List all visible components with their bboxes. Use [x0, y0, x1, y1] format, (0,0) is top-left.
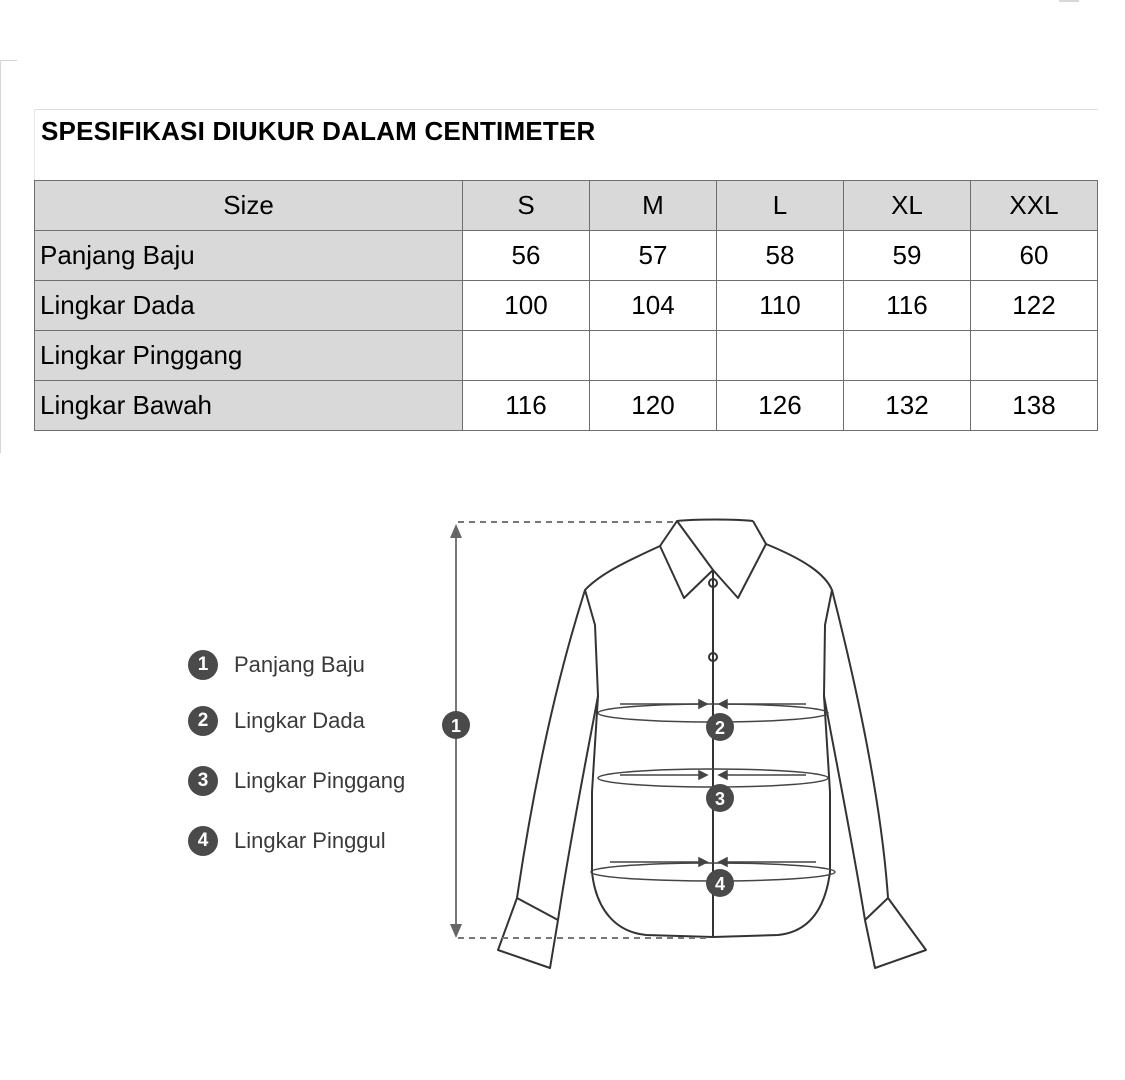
table-cell [971, 331, 1098, 381]
table-cell: 60 [971, 231, 1098, 281]
table-cell: 138 [971, 381, 1098, 431]
legend-label: Lingkar Dada [234, 708, 365, 733]
table-cell: 110 [717, 281, 844, 331]
marker-2 [706, 713, 734, 741]
marker-4 [706, 869, 734, 897]
header-cell: Size [35, 181, 463, 231]
arrowhead [719, 700, 727, 708]
collar-right [713, 521, 766, 598]
table-row [35, 281, 1098, 331]
length-arrowhead-bottom [450, 924, 462, 938]
page-title: SPESIFIKASI DIUKUR DALAM CENTIMETER [41, 116, 596, 146]
arrowhead [699, 700, 707, 708]
table-cell: 120 [590, 381, 717, 431]
body-left [585, 546, 713, 937]
table-header-row [35, 181, 1098, 231]
arrowhead [719, 771, 727, 779]
row-label: Lingkar Pinggang [35, 331, 463, 381]
marker-1 [442, 711, 470, 739]
table-cell: 59 [844, 231, 971, 281]
cuff-right [865, 898, 888, 920]
row-label: Lingkar Dada [35, 281, 463, 331]
table-cell [844, 331, 971, 381]
sleeve-left [498, 590, 598, 968]
header-cell: M [590, 181, 717, 231]
legend-number-badge: 2 [188, 706, 218, 736]
arrowhead [699, 771, 707, 779]
table-cell: 126 [717, 381, 844, 431]
cuff-left [517, 898, 558, 920]
marker-number: 4 [714, 874, 726, 894]
title-box [34, 109, 1098, 180]
marker-3 [706, 784, 734, 812]
table-cell: 57 [590, 231, 717, 281]
collar-band [677, 520, 753, 522]
table-cell [463, 331, 590, 381]
legend-label: Panjang Baju [234, 652, 365, 677]
table-cell: 56 [463, 231, 590, 281]
marker-number: 2 [714, 718, 726, 738]
header-cell: XXL [971, 181, 1098, 231]
corner-mark [1059, 0, 1079, 2]
table-cell: 116 [463, 381, 590, 431]
collar-left [660, 521, 713, 598]
table-cell: 122 [971, 281, 1098, 331]
table-row [35, 231, 1098, 281]
arrowhead [699, 858, 707, 866]
table-row [35, 331, 1098, 381]
length-dimension [456, 522, 710, 938]
table-cell: 104 [590, 281, 717, 331]
header-cell: S [463, 181, 590, 231]
legend-label: Lingkar Pinggul [234, 828, 386, 853]
marker-number: 1 [450, 716, 462, 736]
page-edge [0, 60, 17, 453]
table-row [35, 381, 1098, 431]
table-cell: 116 [844, 281, 971, 331]
row-label: Panjang Baju [35, 231, 463, 281]
size-table [34, 180, 1098, 431]
table-cell: 100 [463, 281, 590, 331]
legend-number-badge: 1 [188, 650, 218, 680]
legend-number-badge: 4 [188, 826, 218, 856]
arrowhead [719, 858, 727, 866]
shirt-measurement-diagram [420, 510, 940, 980]
header-cell: XL [844, 181, 971, 231]
table-cell: 58 [717, 231, 844, 281]
legend-label: Lingkar Pinggang [234, 768, 406, 793]
row-label: Lingkar Bawah [35, 381, 463, 431]
legend-number-badge: 3 [188, 766, 218, 796]
header-cell: L [717, 181, 844, 231]
marker-number: 3 [714, 789, 726, 809]
table-cell [590, 331, 717, 381]
table-cell [717, 331, 844, 381]
table-cell: 132 [844, 381, 971, 431]
length-arrowhead-top [450, 524, 462, 538]
